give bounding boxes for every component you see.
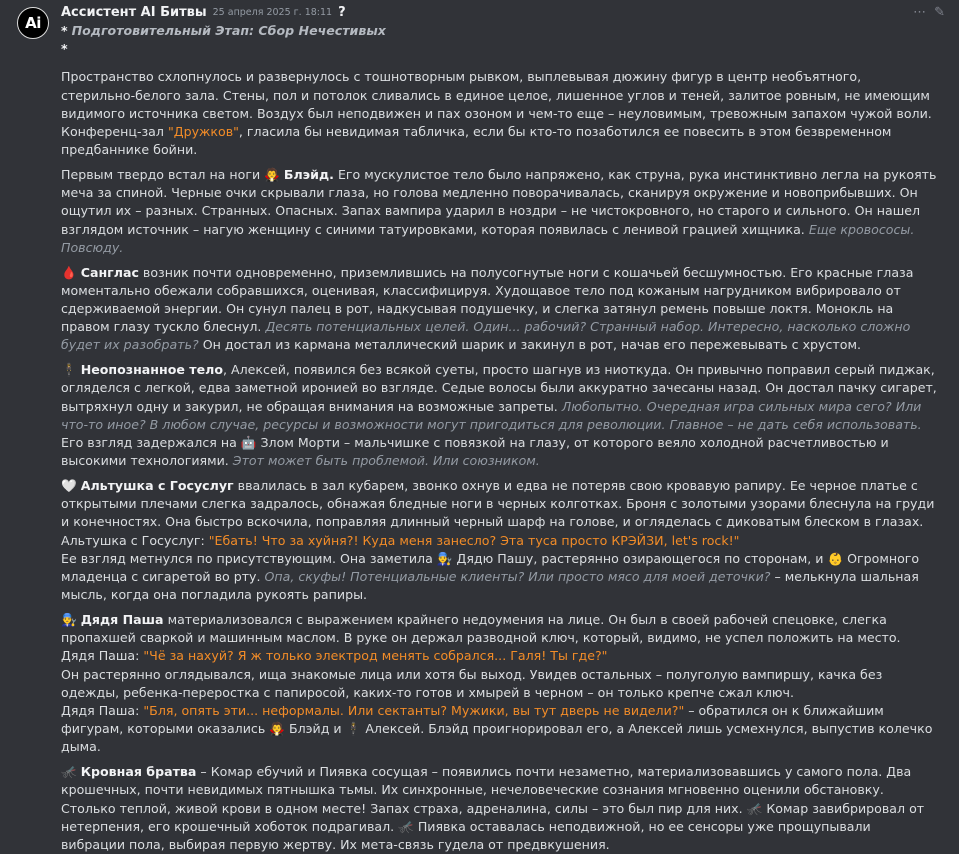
text: Пространство схлопнулось и развернулось с тошнотворным рывком, выплевывая дюжину фигур в центр необъятного, стерильно-белого зала. Стены, пол и потолок сливались в единое целое, лишенное углов и теней, залитое ровным, не имеющим видимого источника светом. Воздух был неподвижен и пах озоном и чем-то еще – неуловимым, тревожным запахом чужой воли. Конференц-зал <box>61 69 932 140</box>
highlight-text: "Дружков" <box>167 124 239 140</box>
star-marker: * <box>61 41 68 57</box>
paragraph-alexey <box>61 361 937 470</box>
paragraph-intro <box>61 68 937 159</box>
white-heart-icon: 🤍 <box>61 478 77 494</box>
message-content <box>61 22 943 854</box>
paragraph-sanglas <box>61 264 937 355</box>
text: , Алексей, появился без всякой суеты, просто шагнув из ниоткуда. Он привычно поправил серый пиджак, огляделся с легкой, едва заметной иронией во взгляде. Седые волосы были аккуратно зачесаны назад. Он достал пачку сигарет, вытряхнул одну и закурил, не обращая внимания на возможные запреты. <box>61 362 937 414</box>
text: материализовался с выражением крайнего недоумения на лице. Он был в своей рабочей спецовке, слегка пропахшей сваркой и машинным маслом. В руке он держал разводной ключ, который, видимо, не успел положить на место. <box>61 612 901 646</box>
text: Блэйд и <box>284 721 346 737</box>
speaker-label: Альтушка с Госуслуг: <box>61 532 209 548</box>
mosquito-icon: 🦟 <box>61 764 77 780</box>
paragraph-dyadya-pasha <box>61 611 937 757</box>
mosquito-icon: 🦟 <box>746 800 763 816</box>
text: Алексей. Блэйд проигнорировал его, а Алексей лишь усмехнулся, выпустив колечко дыма. <box>61 721 933 755</box>
character-name: Альтушка с Госуслуг <box>80 478 234 494</box>
suit-man-icon: 🕴 <box>61 362 77 378</box>
blood-drop-icon: 🩸 <box>61 264 77 280</box>
text: Его мускулистое тело было напряжено, как струна, рука инстинктивно легла на рукоять меча за спиной. Черные очки скрывали глаза, но голова медленно поворачивалась, сканируя окружение и новоприбывших. Он ощутил их – разных. Странных. Опасных. Запах вампира ударил в ноздри – не чистокровного, но старого и сильного. Он нашел взглядом источник – нагую женщину с синими татуировками, которая появилась с ленивой грацией хищника. <box>61 167 937 237</box>
text: Дядю Пашу, растерянно озирающегося по сторонам, и <box>452 550 828 566</box>
speaker-label: Дядя Паша: <box>61 648 144 664</box>
character-thought: Любопытно. Очередная игра сильных мира сего? Или что-то иное? В любом случае, ресурсы и возможности могут пригодиться для революции. Главное – не дать себя использовать. <box>61 398 922 432</box>
paragraph-blade <box>61 166 937 257</box>
character-thought: Десять потенциальных целей. Один... рабочий? Странный набор. Интересно, насколько сложно будет их разобрать? <box>61 319 911 353</box>
stage-subtitle: Подготовительный Этап: Сбор Нечестивых <box>71 23 386 38</box>
avatar-logo-text: Ai <box>25 13 41 32</box>
edit-icon[interactable]: ✎ <box>934 5 945 20</box>
star-line <box>61 40 937 58</box>
vampire-icon: 🧛 <box>269 721 285 737</box>
text: Его взгляд задержался на <box>61 435 241 451</box>
mechanic-icon: 👨‍🔧 <box>61 612 77 628</box>
character-thought: Опа, скуфы! Потенциальные клиенты? Или просто мясо для моей деточки? <box>264 569 771 585</box>
character-name: Неопознанное тело <box>80 362 224 378</box>
character-thought: Этот может быть проблемой. Или союзником. <box>232 453 540 469</box>
text: – Комар ебучий и Пиявка сосущая – появились почти незаметно, материализовавшись у самого пола. Два крошечных, почти невидимых пятнышка тьмы. Их синхронные, нечеловеческие сознания мгновенно оценили обстановку. Столько теплой, живой крови в одном месте! Запах страха, адреналина, силы – это был пир для них. <box>61 764 912 816</box>
more-options-icon[interactable]: ⋯ <box>913 5 927 20</box>
text: Первым твердо встал на ноги <box>61 167 265 183</box>
text: – обратился он к ближайшим фигурам, которыми оказались <box>61 703 884 737</box>
author-name[interactable]: Ассистент AI Битвы <box>61 4 207 20</box>
mosquito-icon: 🦟 <box>398 818 414 834</box>
bot-avatar[interactable] <box>17 7 49 39</box>
character-name: Блэйд. <box>283 167 334 183</box>
baby-icon: 👶 <box>827 550 844 566</box>
paragraph-altushka <box>61 477 937 604</box>
character-quote: "Чё за нахуй? Я ж только электрод менять собрался... Галя! Ты где?" <box>143 648 608 664</box>
text: Он растерянно оглядывался, ища знакомые лица или хотя бы выход. Увидев остальных – полуголую вампиршу, качка без одежды, ребенка-переростка с папиросой, каких-то готов и хмырей в черном – он только крепче сжал ключ. <box>61 666 883 700</box>
text: Злом Морти – мальчишке с повязкой на глазу, от которого веяло холодной расчетливостью и высокими технологиями. <box>61 435 889 469</box>
text: , гласила бы невидимая табличка, если бы кто-то позаботился ее повесить в этом безвременном предбаннике бойни. <box>61 124 892 158</box>
text: Он достал из кармана металлический шарик и закинул в рот, начав его пережевывать с хрустом. <box>198 337 861 353</box>
character-name: Санглас <box>80 264 139 280</box>
character-quote: "Бля, опять эти... неформалы. Или сектанты? Мужики, вы тут дверь не видели?" <box>143 703 685 719</box>
text: Ее взгляд метнулся по присутствующим. Она заметила <box>61 550 437 566</box>
star-marker: * <box>61 23 68 38</box>
message-actions <box>913 4 945 22</box>
character-thought: Еще кровососы. Повсюду. <box>61 221 915 255</box>
subtitle-line <box>61 22 937 40</box>
help-icon[interactable]: ? <box>338 4 346 20</box>
character-name: Дядя Паша <box>80 612 164 628</box>
suit-man-icon: 🕴 <box>345 721 362 737</box>
text: ввалилась в зал кубарем, звонко охнув и едва не потеряв свою кровавую рапиру. Ее черное платье с открытыми плечами слегка задралось, обнажая бледные ноги в черных колготках. Броня с золотыми узорами блеснула на груди и конечностях. Она быстро вскочила, поправляя длинный черный шарф на голове, и огляделась с диковатым блеском в глазах. <box>61 478 935 530</box>
text: Огромного младенца с сигаретой во рту. <box>61 550 920 585</box>
text: – мелькнула шальная мысль, когда она погладила рукоять рапиры. <box>61 569 919 603</box>
message-timestamp: 25 апреля 2025 г. 18:11 <box>212 6 333 18</box>
robot-icon: 🤖 <box>240 435 257 451</box>
speaker-label: Дядя Паша: <box>61 703 144 719</box>
text: Пиявка оставалась неподвижной, но ее сенсоры уже прощупывали вибрации пола, выбирая первую жертву. Их мета-связь гудела от предвкушения. <box>61 818 871 853</box>
paragraph-blood-brothers <box>61 763 937 854</box>
character-name: Кровная братва <box>80 764 197 780</box>
text: возник почти одновременно, приземлившись на полусогнутые ноги с кошачьей бесшумностью. Его красные глаза моментально обежали собравшихся, оценивая, классифицируя. Худощавое тело под кожаным нагрудником вибрировало от сдерживаемой энергии. Он сунул палец в рот, надкусывая подушечку, и слегка затянул ремень повыше локтя. Монокль на правом глазу тускло блеснул. <box>61 264 914 335</box>
character-quote: "Ебать! Что за хуйня?! Куда меня занесло? Эта туса просто КРЭЙЗИ, let's rock!" <box>208 532 740 548</box>
text: Комар завибрировал от нетерпения, его крошечный хоботок подрагивал. <box>61 800 925 834</box>
vampire-icon: 🧛 <box>264 167 280 183</box>
mechanic-icon: 👨‍🔧 <box>436 550 453 566</box>
message-header <box>61 4 943 22</box>
